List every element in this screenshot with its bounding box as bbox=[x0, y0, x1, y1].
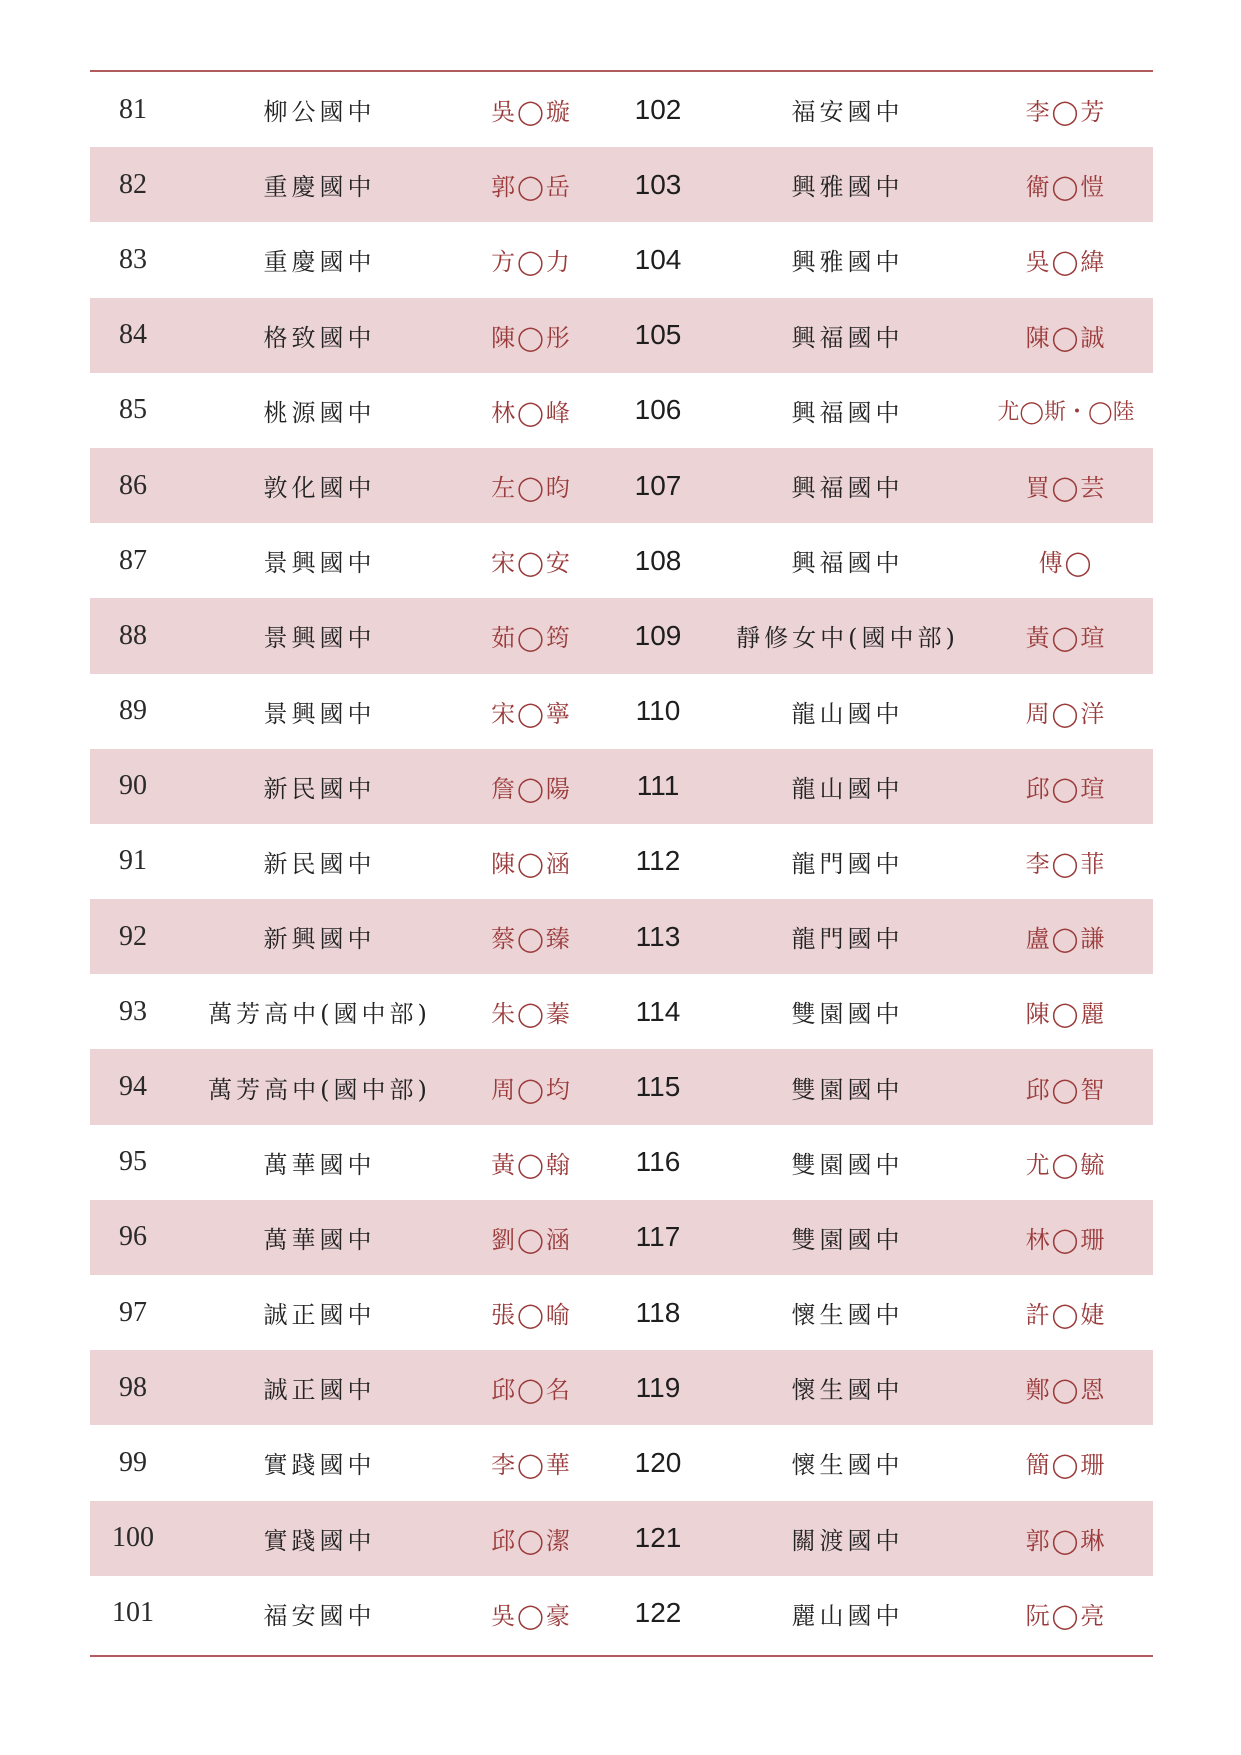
left-student-name: 邱◯潔 bbox=[491, 1526, 572, 1555]
table-row bbox=[90, 1275, 1153, 1350]
left-school: 柳公國中 bbox=[263, 98, 376, 127]
right-student-name: 陳◯麗 bbox=[1025, 1000, 1107, 1029]
left-school: 重慶國中 bbox=[263, 173, 376, 202]
right-school: 懷生國中 bbox=[791, 1376, 904, 1405]
right-school: 興雅國中 bbox=[791, 173, 904, 202]
left-student-name: 郭◯岳 bbox=[491, 173, 572, 202]
right-number: 108 bbox=[634, 544, 682, 576]
left-student-name: 邱◯名 bbox=[491, 1376, 572, 1405]
right-number: 110 bbox=[635, 695, 681, 727]
right-number: 111 bbox=[636, 770, 680, 802]
left-student-name: 林◯峰 bbox=[491, 398, 572, 427]
left-school: 誠正國中 bbox=[263, 1376, 376, 1405]
right-school: 興福國中 bbox=[791, 398, 904, 427]
left-school: 景興國中 bbox=[263, 699, 376, 728]
right-number: 115 bbox=[635, 1071, 681, 1103]
table-row bbox=[90, 749, 1153, 824]
right-student-name: 吳◯緯 bbox=[1025, 248, 1107, 277]
right-number: 116 bbox=[635, 1146, 681, 1178]
left-number: 90 bbox=[119, 770, 147, 802]
left-number: 96 bbox=[119, 1221, 147, 1253]
table-row bbox=[90, 72, 1153, 147]
right-school: 興福國中 bbox=[791, 323, 904, 352]
table-row bbox=[90, 1125, 1153, 1200]
table-row bbox=[90, 974, 1153, 1049]
right-number: 114 bbox=[635, 995, 681, 1027]
left-student-name: 宋◯寧 bbox=[491, 699, 572, 728]
right-school: 雙園國中 bbox=[791, 1225, 904, 1254]
left-number: 97 bbox=[119, 1296, 147, 1328]
left-student-name: 蔡◯臻 bbox=[491, 925, 572, 954]
right-number: 102 bbox=[634, 93, 682, 125]
left-student-name: 茹◯筠 bbox=[491, 624, 572, 653]
right-number: 106 bbox=[634, 394, 682, 426]
right-number: 121 bbox=[634, 1522, 682, 1554]
left-number: 83 bbox=[119, 243, 147, 275]
table-row bbox=[90, 824, 1153, 899]
right-school: 興福國中 bbox=[791, 549, 904, 578]
left-number: 82 bbox=[119, 168, 147, 200]
right-student-name: 林◯珊 bbox=[1025, 1225, 1107, 1254]
right-number: 109 bbox=[634, 619, 682, 651]
right-school: 龍山國中 bbox=[791, 774, 904, 803]
right-school: 雙園國中 bbox=[791, 1000, 904, 1029]
table-row bbox=[90, 1576, 1153, 1651]
table-row bbox=[90, 899, 1153, 974]
left-number: 91 bbox=[119, 845, 147, 877]
right-number: 113 bbox=[635, 920, 681, 952]
left-student-name: 宋◯安 bbox=[491, 549, 572, 578]
right-number: 119 bbox=[635, 1371, 681, 1403]
table-row bbox=[90, 1200, 1153, 1275]
right-student-name: 傅◯ bbox=[1038, 549, 1094, 578]
right-student-name: 簡◯珊 bbox=[1025, 1451, 1107, 1480]
right-school: 靜修女中(國中部) bbox=[736, 624, 959, 653]
roster-table bbox=[90, 72, 1153, 1651]
left-number: 93 bbox=[119, 995, 147, 1027]
left-school: 誠正國中 bbox=[263, 1301, 376, 1330]
right-student-name: 阮◯亮 bbox=[1025, 1601, 1107, 1630]
left-student-name: 黃◯翰 bbox=[491, 1150, 572, 1179]
left-student-name: 朱◯蓁 bbox=[491, 1000, 572, 1029]
right-school: 龍門國中 bbox=[791, 925, 904, 954]
right-student-name: 邱◯瑄 bbox=[1025, 774, 1107, 803]
right-number: 118 bbox=[635, 1296, 681, 1328]
left-student-name: 左◯昀 bbox=[491, 474, 572, 503]
right-student-name: 黃◯瑄 bbox=[1025, 624, 1107, 653]
table-row bbox=[90, 1501, 1153, 1576]
right-school: 雙園國中 bbox=[791, 1075, 904, 1104]
bottom-rule bbox=[90, 1655, 1153, 1657]
left-school: 福安國中 bbox=[263, 1601, 376, 1630]
right-student-name: 盧◯謙 bbox=[1025, 925, 1107, 954]
right-school: 懷生國中 bbox=[791, 1301, 904, 1330]
right-student-name: 尤◯毓 bbox=[1025, 1150, 1107, 1179]
right-school: 關渡國中 bbox=[791, 1526, 904, 1555]
left-school: 萬華國中 bbox=[263, 1225, 376, 1254]
right-school: 龍山國中 bbox=[791, 699, 904, 728]
right-number: 122 bbox=[634, 1597, 682, 1629]
left-school: 萬芳高中(國中部) bbox=[208, 1000, 431, 1029]
table-row bbox=[90, 1350, 1153, 1425]
table-row bbox=[90, 674, 1153, 749]
right-number: 103 bbox=[634, 168, 682, 200]
left-school: 新民國中 bbox=[263, 774, 376, 803]
left-number: 98 bbox=[119, 1371, 147, 1403]
left-school: 敦化國中 bbox=[263, 474, 376, 503]
right-school: 興福國中 bbox=[791, 474, 904, 503]
left-number: 86 bbox=[119, 469, 147, 501]
right-student-name: 郭◯琳 bbox=[1025, 1526, 1107, 1555]
left-student-name: 周◯均 bbox=[491, 1075, 572, 1104]
left-number: 95 bbox=[119, 1146, 147, 1178]
left-school: 萬芳高中(國中部) bbox=[208, 1075, 431, 1104]
right-school: 福安國中 bbox=[791, 98, 904, 127]
table-row bbox=[90, 598, 1153, 673]
right-number: 107 bbox=[634, 469, 682, 501]
left-number: 94 bbox=[119, 1071, 147, 1103]
left-student-name: 陳◯涵 bbox=[491, 849, 572, 878]
right-number: 104 bbox=[634, 243, 682, 275]
left-school: 實踐國中 bbox=[263, 1451, 376, 1480]
right-school: 麗山國中 bbox=[791, 1601, 904, 1630]
right-student-name: 周◯洋 bbox=[1025, 699, 1107, 728]
left-school: 重慶國中 bbox=[263, 248, 376, 277]
left-number: 81 bbox=[119, 93, 147, 125]
left-number: 89 bbox=[119, 695, 147, 727]
right-school: 懷生國中 bbox=[791, 1451, 904, 1480]
left-school: 桃源國中 bbox=[263, 398, 376, 427]
table-row bbox=[90, 523, 1153, 598]
right-school: 龍門國中 bbox=[791, 849, 904, 878]
right-school: 雙園國中 bbox=[791, 1150, 904, 1179]
right-student-name: 邱◯智 bbox=[1025, 1075, 1107, 1104]
right-number: 112 bbox=[635, 845, 681, 877]
right-student-name: 鄭◯恩 bbox=[1025, 1376, 1107, 1405]
right-student-name: 李◯芳 bbox=[1025, 98, 1107, 127]
right-student-name: 陳◯誠 bbox=[1025, 323, 1107, 352]
table-row bbox=[90, 373, 1153, 448]
left-student-name: 方◯力 bbox=[491, 248, 572, 277]
right-number: 117 bbox=[635, 1221, 681, 1253]
left-number: 101 bbox=[112, 1597, 154, 1629]
table-row bbox=[90, 1049, 1153, 1124]
left-student-name: 劉◯涵 bbox=[491, 1225, 572, 1254]
left-student-name: 詹◯陽 bbox=[491, 774, 572, 803]
left-student-name: 李◯華 bbox=[491, 1451, 572, 1480]
left-number: 84 bbox=[119, 319, 147, 351]
left-number: 87 bbox=[119, 544, 147, 576]
right-student-name: 尤◯斯・◯陸 bbox=[997, 399, 1135, 425]
right-student-name: 衛◯愷 bbox=[1025, 173, 1107, 202]
right-number: 120 bbox=[634, 1446, 682, 1478]
left-school: 新興國中 bbox=[263, 925, 376, 954]
table-row bbox=[90, 147, 1153, 222]
right-school: 興雅國中 bbox=[791, 248, 904, 277]
left-number: 85 bbox=[119, 394, 147, 426]
right-student-name: 買◯芸 bbox=[1025, 474, 1107, 503]
left-student-name: 陳◯彤 bbox=[491, 323, 572, 352]
left-school: 實踐國中 bbox=[263, 1526, 376, 1555]
left-student-name: 吳◯豪 bbox=[491, 1601, 572, 1630]
table-row bbox=[90, 298, 1153, 373]
left-number: 99 bbox=[119, 1446, 147, 1478]
left-student-name: 張◯喻 bbox=[491, 1301, 572, 1330]
right-student-name: 許◯婕 bbox=[1025, 1301, 1107, 1330]
right-student-name: 李◯菲 bbox=[1025, 849, 1107, 878]
left-student-name: 吳◯璇 bbox=[491, 98, 572, 127]
left-school: 格致國中 bbox=[263, 323, 376, 352]
left-number: 88 bbox=[119, 619, 147, 651]
table-row bbox=[90, 1425, 1153, 1500]
table-row bbox=[90, 222, 1153, 297]
left-number: 100 bbox=[112, 1522, 154, 1554]
left-school: 景興國中 bbox=[263, 624, 376, 653]
table-row bbox=[90, 448, 1153, 523]
left-school: 新民國中 bbox=[263, 849, 376, 878]
left-school: 景興國中 bbox=[263, 549, 376, 578]
left-number: 92 bbox=[119, 920, 147, 952]
right-number: 105 bbox=[634, 319, 682, 351]
left-school: 萬華國中 bbox=[263, 1150, 376, 1179]
